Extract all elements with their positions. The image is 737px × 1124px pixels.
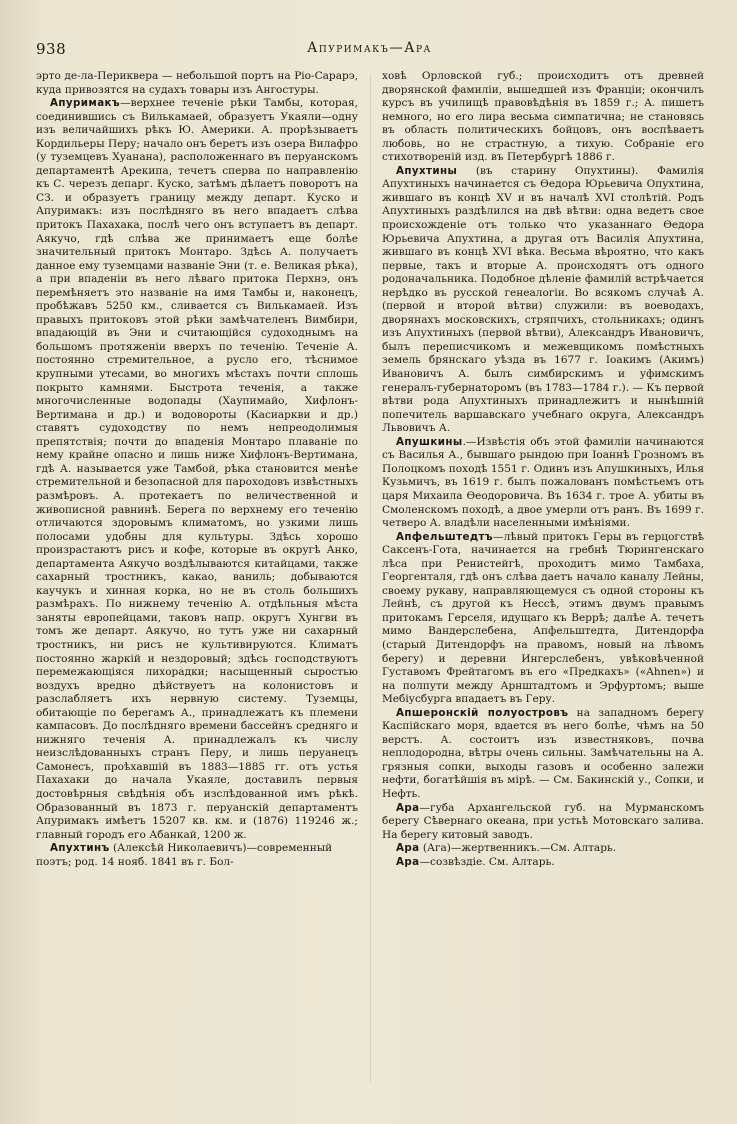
entry-apurimak [36,97,358,842]
entry-text: —верхнее теченіе рѣки Тамбы, которая, соединившись съ Вилькамаей, образуетъ Укаяли—одну изъ величайшихъ рѣкъ Ю. Америки. А. прорѣзываетъ Кордильеры Перу; начало онъ беретъ изъ озера Вилафро (у туземцевъ Хуанана), расположеннаго въ перуанскомъ департаментѣ Арекипа, течетъ сперва по направленію къ С. черезъ депарг. Куско, затѣмъ дѣлаетъ поворотъ на СЗ. и образуетъ границу между департ. Куско и Апуримакъ: изъ послѣдняго въ него впадаетъ слѣва притокъ Пахахака, послѣ чего онъ вступаетъ въ департ. Аякучо, гдѣ слѣва же принимаетъ еще болѣе значительный притокъ Монтаро. Здѣсь А. получаетъ данное ему туземцами названіе Эни (т. е. Великая рѣка), а при впаденіи въ него лѣваго притока Перхнэ, онъ перемѣняетъ это названіе на имя Тамбы и, наконецъ, пробѣжавъ 5250 км., сливается съ Вилькамаей. Изъ правыхъ притоковъ этой рѣки замѣчателенъ Вимбири, впадающій въ Эни и считающійся судоходнымъ на большомъ протяженіи вверхъ по теченію. Теченіе А. постоянно стремительное, а русло его, тѣснимое крупными утесами, во многихъ мѣстахъ почти сплошь покрыто камнями. Быстрота теченія, а также многочисленные водопады (Хаупимайо, Хифлонъ-Вертимана и др.) и водовороты (Касиаркви и др.) ставятъ судоходству по немъ непреодолимыя препятствія; почти до впаденія Монтаро плаваніе по нему крайне опасно и лишь ниже Хифлонъ-Вертимана, гдѣ А. называется уже Тамбой, рѣка становится менѣе стремительной и безопасной для пароходовъ извѣстныхъ размѣровъ. А. протекаетъ по величественной и живописной равнинѣ. Берега по верхнему его теченію отличаются здоровымъ климатомъ, но узкими лишь полосами удобны для культуры. Здѣсь хорошо произрастаютъ рисъ и кофе, которые въ округѣ Анко, департамента Аякучо воздѣлываются китайцами, также сахарный тростникъ, какао, ваниль; добываются каучукъ и хинная корка, но не въ столь большихъ размѣрахъ. По нижнему теченію А. отдѣльныя мѣста заняты европейцами, таковъ напр. округъ Хунгви въ томъ же департ. Аякучо, но тутъ уже ни сахарный тростникъ, ни рисъ не культивируются. Климатъ постоянно жаркій и нездоровый; здѣсь господствуютъ перемежающіяся лихорадки; насыщенный сыростью воздухъ вредно дѣйствуетъ на колонистовъ и разслабляетъ ихъ нервную систему. Туземцы, обитающіе по берегамъ А., принадлежатъ къ племени кампасовъ. До послѣдняго времени бассейнъ средняго и нижняго теченія А. принадлежалъ къ числу неизслѣдованныхъ странъ Перу, и лишь перуанецъ Самонесъ, проѣхавшій въ 1883—1885 гг. отъ устья Пахахаки до начала Укаяле, доставилъ первыя достовѣрныя свѣдѣнія объ изслѣдованной имъ рѣкѣ. Образованный въ 1873 г. перуанскій департаментъ Апуримакъ имѣетъ 15207 кв. км. и (1876) 119246 ж.; главный городъ его Абанкай, 1200 ж. [36,97,358,841]
entry-text: ховѣ Орловской губ.; происходитъ отъ древней дворянской фамиліи, вышедшей изъ Франціи; окончилъ курсъ въ училищѣ правовѣдѣнія въ 1859 г.; А. пишетъ немного, но его лира весьма симпатична; не становясь въ область политическихъ бойцовъ, онъ воспѣваетъ любовь, но не страстную, а тихую. Собраніе его стихотвореній изд. въ Петербургѣ 1886 г. [382,70,704,164]
entry-headword: Ара [396,855,420,868]
entry-text: (въ старину Опухтины). Фамилія Апухтиныхъ начинается съ Ѳедора Юрьевича Опухтина, жившаго въ концѣ XV и въ началѣ XVI столѣтій. Родъ Апухтиныхъ раздѣлился на двѣ вѣтви: одна ведетъ свое происхожденіе отъ только что указаннаго Ѳедора Юрьевича Апухтина, а другая отъ Василія Апухтина, жившаго въ концѣ XVI вѣка. Весьма вѣроятно, что какъ первые, такъ и вторые А. происходятъ отъ одного родоначальника. Подобное дѣленіе фамилій встрѣчается нерѣдко въ русской генеалогіи. Во всякомъ случаѣ А. (первой и второй вѣтви) служили: въ воеводахъ, дворянахъ московскихъ, стряпчихъ, стольникахъ; одинъ изъ Апухтиныхъ (первой вѣтви), Александръ Ивановичъ, былъ переписчикомъ и межевщикомъ помѣстныхъ земель брянскаго уѣзда въ 1677 г. Іоакимъ (Акимъ) Ивановичъ А. былъ симбирскимъ и уфимскимъ генералъ-губернаторомъ (въ 1783—1784 г.). — Къ первой вѣтви рода Апухтиныхъ принадлежитъ и нынѣшній попечитель варшавскаго учебнаго округа, Александръ Львовичъ А. [382,164,704,435]
entry-text: эрто де-ла-Перикверa — небольшой портъ на Ріо-Сарарэ, куда привозятся на судахъ товары изъ Ангостуры. [36,70,358,96]
entry-text: (Алексѣй Николаевичъ)—современный поэтъ; род. 14 нояб. 1841 въ г. Бол- [36,842,333,868]
entry-ara-altar [382,842,704,856]
entry-text: —созвѣздіе. См. Алтарь. [419,855,555,868]
entry-apfelshtedt [382,531,704,707]
entry-apushkiny [382,436,704,531]
entry-ara-constellation [382,856,704,870]
entry-text: (Ага)—жертвенникъ.—См. Алтарь. [419,842,617,855]
entry-headword: Ара [396,842,420,855]
right-column [382,70,704,869]
entry-text: .—Извѣстія объ этой фамиліи начинаются съ Василья А., бывшаго рындою при Іоаннѣ Грозномъ въ Полоцкомъ походѣ 1551 г. Одинъ изъ Апушкиныхъ, Илья Кузьмичъ, въ 1619 г. былъ пожалованъ помѣстьемъ отъ царя Михаила Ѳеодоровича. Въ 1634 г. трое А. убиты въ Смоленскомъ походѣ, а двое умерли отъ ранъ. Въ 1699 г. четверо А. владѣли населенными имѣніями. [382,435,704,530]
entry-apsheron [382,707,704,802]
entry-apukhtin [36,842,358,869]
entry-text: на западномъ берегу Каспійскаго моря, вдается въ него болѣе, чѣмъ на 50 верстъ. А. состоитъ изъ известняковъ, почва неплодородна, вѣтры очень сильны. Замѣчательны на А. грязныя сопки, выходы газовъ и особенно залежи нефти, богатѣйшія въ мірѣ. — См. Бакинскій у., Сопки, и Нефть. [382,706,704,800]
entry-continuation [36,70,358,97]
entry-headword: Апухтинъ [50,842,110,855]
running-title: Апуримакъ—Ара [307,40,432,56]
entry-text: —губа Архангельской губ. на Мурманскомъ берегу Сѣвернаго океана, при устьѣ Мотовскаго залива. На берегу китовый заводъ. [382,801,704,841]
left-column [36,70,358,869]
entry-headword: Апуримакъ [50,97,121,110]
entry-headword: Апушкины [396,435,463,448]
entry-continuation [382,70,704,165]
text-columns [36,70,704,1100]
page-header [36,40,703,60]
entry-headword: Апухтины [396,164,458,177]
entry-apukhtiny [382,165,704,436]
page-number: 938 [36,40,67,58]
column-divider [370,74,371,1082]
entry-headword: Апшеронскій полуостровъ [396,706,569,719]
entry-ara-bay [382,802,704,843]
entry-text: —лѣвый притокъ Геры въ герцогствѣ Саксенъ-Гота, начинается на гребнѣ Тюрингенскаго лѣса при Ренистейгѣ, проходитъ мимо Тамбаха, Георгенталя, гдѣ онъ слѣва даетъ начало каналу Лейны, своему рукаву, направляющемуся съ одной стороны къ Лейнѣ, съ другой къ Нессѣ, этимъ двумъ правымъ притокамъ Герселя, идущаго къ Веррѣ; далѣе А. течетъ мимо Вандерслебена, Апфельштедта, Дитендорфа (старый Дитендорфъ на правомъ, новый на лѣвомъ берегу) и деревни Ингерслебенъ, увѣковѣченной Густавомъ Фрейтагомъ въ его «Предкахъ» («Ahnen») и на полпути между Арнштадтомъ и Эрфуртомъ; выше Мебіусбурга впадаетъ въ Геру. [382,530,704,706]
entry-headword: Ара [396,801,420,814]
entry-headword: Апфельштедтъ [396,530,494,543]
